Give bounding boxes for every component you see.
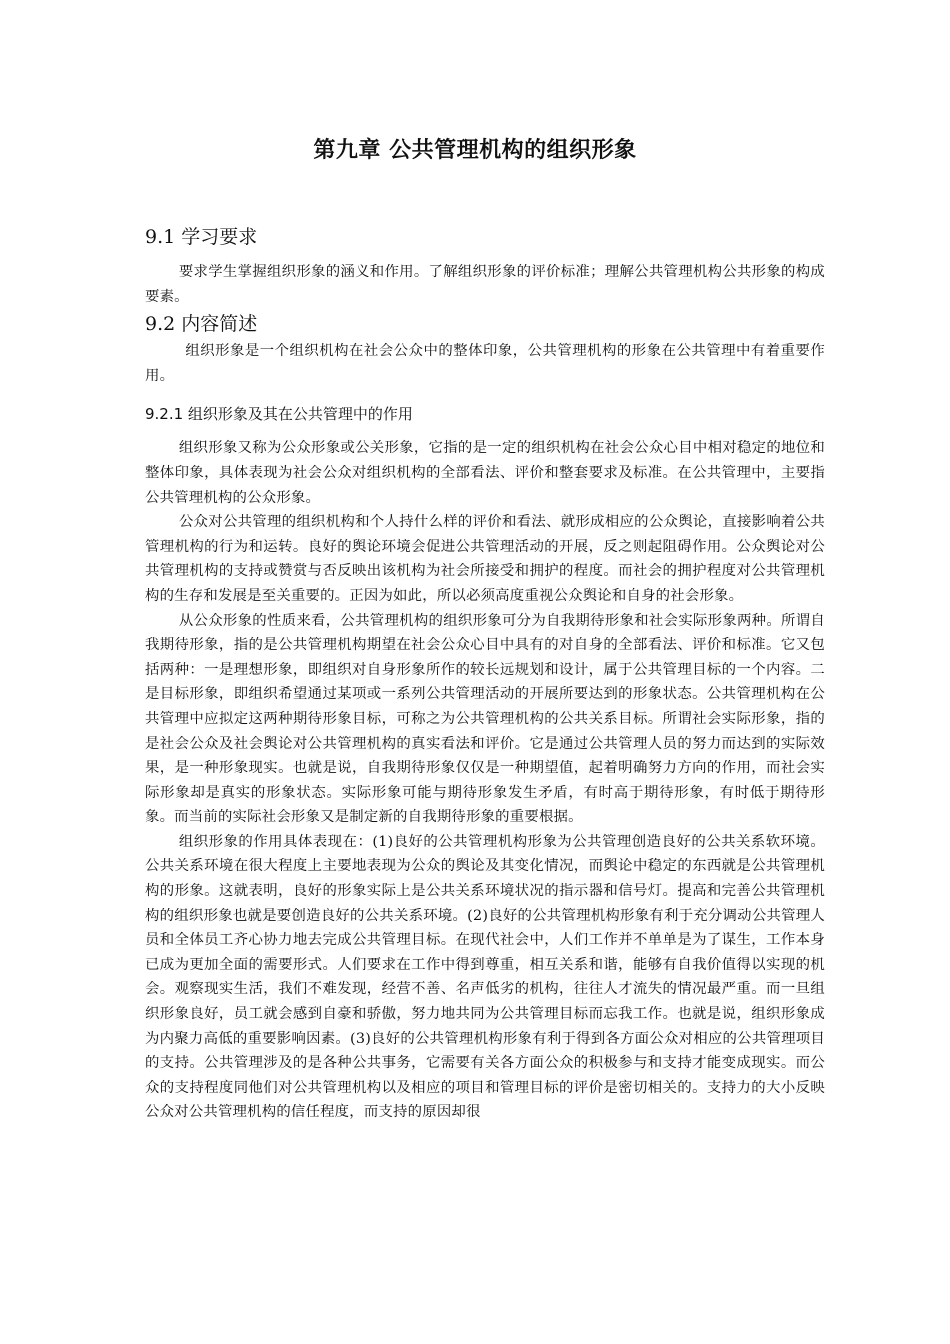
body-paragraph: 从公众形象的性质来看，公共管理机构的组织形象可分为自我期待形象和社会实际形象两种。所谓自我期待形象，指的是公共管理机构期望在社会公众心目中具有的对自身的全部看法、评价和标准。它又包括两种：一是理想形象，即组织对自身形象所作的较长远规划和设计，属于公共管理目标的一个内容。二是目标形象，即组织希望通过某项或一系列公共管理活动的开展所要达到的形象状态。公共管理机构在公共管理中应拟定这两种期待形象目标，可称之为公共管理机构的公共关系目标。所谓社会实际形象，指的是社会公众及社会舆论对公共管理机构的真实看法和评价。它是通过公共管理人员的努力而达到的实际效果，是一种形象现实。也就是说，自我期待形象仅仅是一种期望值，起着明确努力方向的作用，而社会实际形象却是真实的形象状态。实际形象可能与期待形象发生矛盾，有时高于期待形象，有时低于期待形象。而当前的实际社会形象又是制定新的自我期待形象的重要根据。: [145, 612, 825, 826]
body-paragraph: 公众对公共管理的组织机构和个人持什么样的评价和看法、就形成相应的公众舆论，直接影响着公共管理机构的行为和运转。良好的舆论环境会促进公共管理活动的开展，反之则起阻碍作用。公众舆论对公共管理机构的支持或赞赏与否反映出该机构为社会所接受和拥护的程度。而社会的拥护程度对公共管理机构的生存和发展是至关重要的。正因为如此，所以必须高度重视公众舆论和自身的社会形象。: [145, 514, 825, 604]
section-heading-9-1: 9.1 学习要求: [145, 226, 258, 248]
content-summary-text: 组织形象是一个组织机构在社会公众中的整体印象，公共管理机构的形象在公共管理中有着重要作用。: [145, 343, 825, 384]
learning-requirements-text: 要求学生掌握组织形象的涵义和作用。了解组织形象的评价标准；理解公共管理机构公共形象的构成要素。: [145, 264, 825, 305]
body-paragraph: 组织形象又称为公众形象或公关形象，它指的是一定的组织机构在社会公众心目中相对稳定的地位和整体印象，具体表现为社会公众对组织机构的全部看法、评价和整套要求及标准。在公共管理中，主要指公共管理机构的公众形象。: [145, 440, 825, 506]
document-body: [145, 222, 825, 1125]
section-heading-9-2: 9.2 内容简述: [145, 313, 258, 336]
body-paragraph: 组织形象的作用具体表现在：(1)良好的公共管理机构形象为公共管理创造良好的公共关系软环境。公共关系环境在很大程度上主要地表现为公众的舆论及其变化情况，而舆论中稳定的东西就是公共管理机构的形象。这就表明，良好的形象实际上是公共关系环境状况的指示器和信号灯。提高和完善公共管理机构的组织形象也就是要创造良好的公共关系环境。(2)良好的公共管理机构形象有利于充分调动公共管理人员和全体员工齐心协力地去完成公共管理目标。在现代社会中，人们工作并不单单是为了谋生，工作本身已成为更加全面的需要形式。人们要求在工作中得到尊重，相互关系和谐，能够有自我价值得以实现的机会。观察现实生活，我们不难发现，经营不善、名声低劣的机构，往往人才流失的情况最严重。而一旦组织形象良好，员工就会感到自豪和骄傲，努力地共同为公共管理目标而忘我工作。也就是说，组织形象成为内聚力高低的重要影响因素。(3)良好的公共管理机构形象有利于得到各方面公众对相应的公共管理项目的支持。公共管理涉及的是各种公共事务，它需要有关各方面公众的积极参与和支持才能变成现实。而公众的支持程度同他们对公共管理机构以及相应的项目和管理目标的评价是密切相关的。支持力的大小反映公众对公共管理机构的信任程度，而支持的原因却很: [145, 833, 825, 1121]
section-heading-9-2-1: 9.2.1 组织形象及其在公共管理中的作用: [145, 405, 413, 424]
chapter-title: 第九章 公共管理机构的组织形象: [313, 138, 637, 163]
